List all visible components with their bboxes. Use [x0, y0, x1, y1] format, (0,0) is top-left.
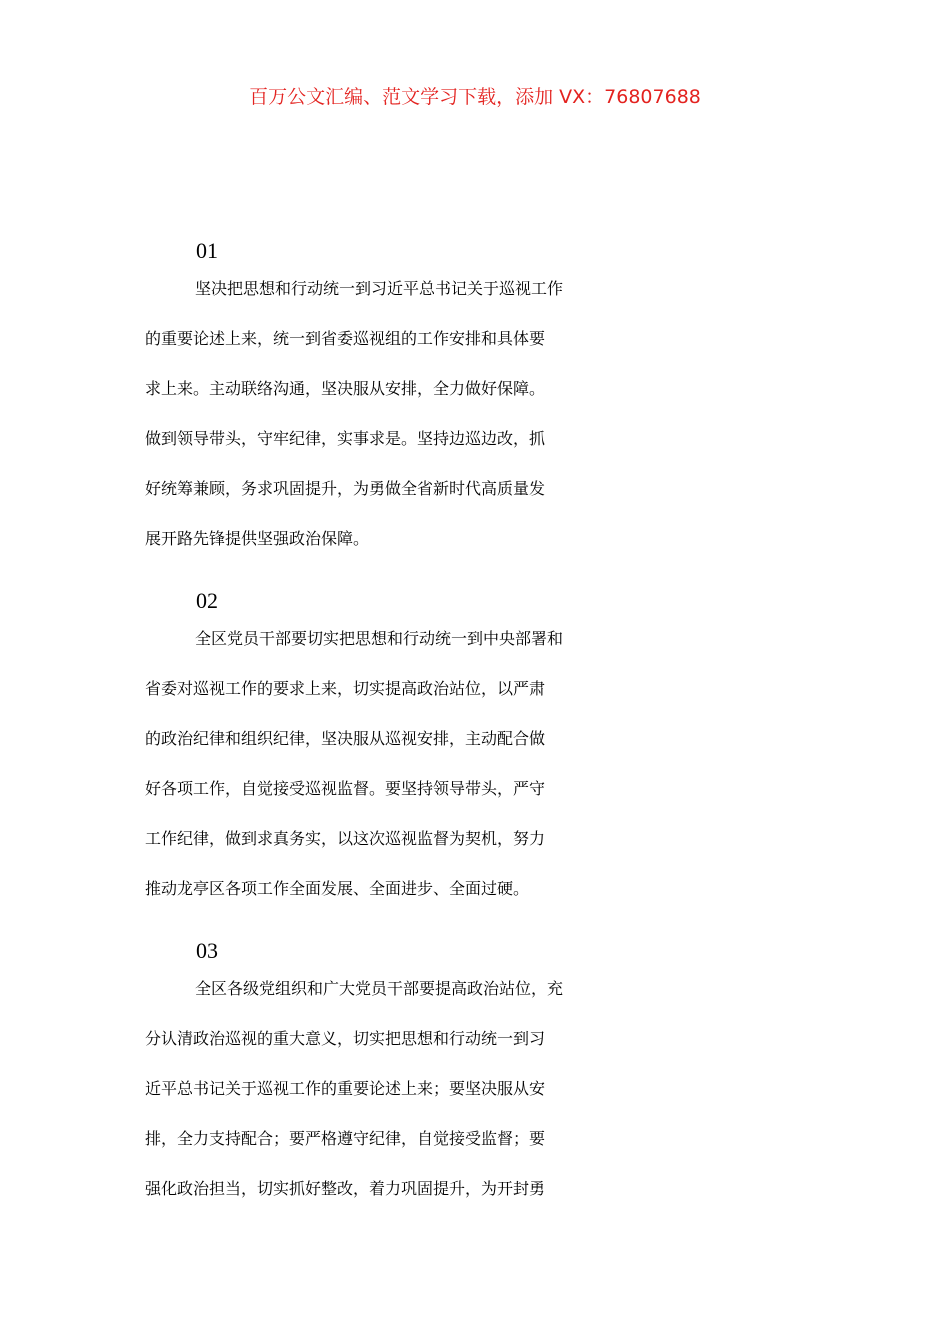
text-line: 全区党员干部要切实把思想和行动统一到中央部署和 — [195, 629, 564, 648]
section-number: 03 — [196, 938, 218, 963]
text-line: 好各项工作，自觉接受巡视监督。要坚持领导带头，严守 — [145, 779, 546, 798]
text-line: 坚决把思想和行动统一到习近平总书记关于巡视工作 — [195, 279, 564, 298]
text-line: 排，全力支持配合；要严格遵守纪律，自觉接受监督；要 — [145, 1129, 546, 1148]
text-line: 强化政治担当，切实抓好整改，着力巩固提升，为开封勇 — [145, 1179, 546, 1198]
text-line: 的政治纪律和组织纪律，坚决服从巡视安排，主动配合做 — [145, 729, 546, 748]
paragraph — [145, 976, 807, 1226]
paragraph — [145, 276, 807, 576]
section-number: 02 — [196, 588, 218, 613]
text-line: 推动龙亭区各项工作全面发展、全面进步、全面过硬。 — [145, 879, 530, 898]
text-line: 好统筹兼顾，务求巩固提升，为勇做全省新时代高质量发 — [145, 479, 546, 498]
text-line: 的重要论述上来，统一到省委巡视组的工作安排和具体要 — [145, 329, 546, 348]
text-line: 全区各级党组织和广大党员干部要提高政治站位，充 — [195, 979, 564, 998]
paragraph — [145, 626, 807, 926]
text-line: 分认清政治巡视的重大意义，切实把思想和行动统一到习 — [145, 1029, 546, 1048]
text-line: 展开路先锋提供坚强政治保障。 — [145, 529, 370, 548]
text-line: 做到领导带头，守牢纪律，实事求是。坚持边巡边改，抓 — [145, 429, 546, 448]
text-line: 近平总书记关于巡视工作的重要论述上来；要坚决服从安 — [145, 1079, 546, 1098]
watermark-banner: 百万公文汇编、范文学习下载，添加 VX：76807688 — [249, 86, 701, 108]
text-line: 工作纪律，做到求真务实，以这次巡视监督为契机，努力 — [145, 829, 546, 848]
text-line: 求上来。主动联络沟通，坚决服从安排，全力做好保障。 — [145, 379, 546, 398]
section-03 — [145, 926, 807, 1226]
text-line: 省委对巡视工作的要求上来，切实提高政治站位，以严肃 — [145, 679, 546, 698]
document-body — [145, 226, 807, 1226]
section-number: 01 — [196, 238, 218, 263]
section-02 — [145, 576, 807, 926]
section-01 — [145, 226, 807, 576]
